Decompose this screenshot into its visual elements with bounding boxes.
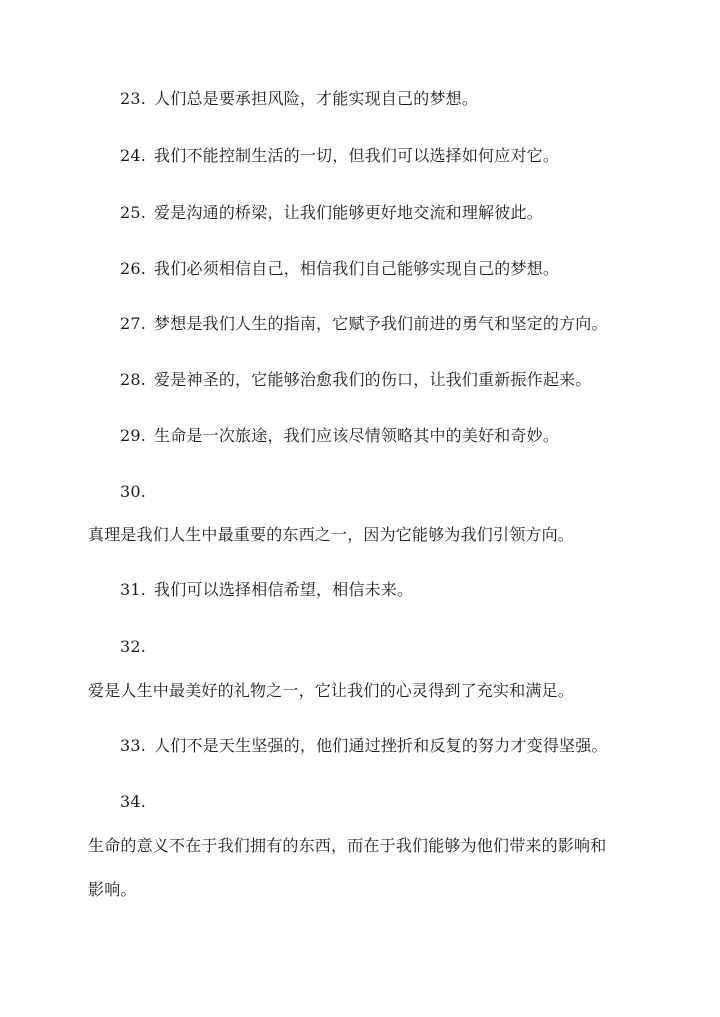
item-text: 人们不是天生坚强的，他们通过挫折和反复的努力才变得坚强。 [154,736,608,755]
item-number: 32. [120,637,147,656]
item-text: 爱是人生中最美好的礼物之一，它让我们的心灵得到了充实和满足。 [88,681,575,700]
list-item [120,202,543,224]
list-item [120,425,559,447]
list-item [120,258,559,280]
item-text: 梦想是我们人生的指南，它赋予我们前进的勇气和坚定的方向。 [154,314,608,333]
item-text: 我们不能控制生活的一切，但我们可以选择如何应对它。 [154,146,560,165]
item-number: 25. [120,203,147,222]
item-number: 23. [120,89,147,108]
item-number: 27. [120,314,147,333]
item-number: 30. [120,482,147,501]
item-text: 真理是我们人生中最重要的东西之一，因为它能够为我们引领方向。 [88,525,575,544]
item-text: 爱是沟通的桥梁，让我们能够更好地交流和理解彼此。 [154,203,543,222]
item-text: 我们可以选择相信希望，相信未来。 [154,580,414,599]
list-item [120,88,478,110]
item-text: 爱是神圣的，它能够治愈我们的伤口，让我们重新振作起来。 [154,370,592,389]
list-item [120,579,413,601]
item-number: 26. [120,259,147,278]
item-text: 生命的意义不在于我们拥有的东西，而在于我们能够为他们带来的影响和 [88,836,607,855]
item-text: 人们总是要承担风险，才能实现自己的梦想。 [154,89,479,108]
item-number: 28. [120,370,147,389]
list-item [120,735,608,757]
item-number: 24. [120,146,147,165]
list-item [120,145,559,167]
list-item [120,369,591,391]
item-number: 33. [120,736,147,755]
item-text-continued: 影响。 [88,880,137,899]
item-text: 我们必须相信自己，相信我们自己能够实现自己的梦想。 [154,259,560,278]
item-number: 31. [120,580,147,599]
item-number: 29. [120,426,147,445]
item-number: 34. [120,792,147,811]
list-item [120,313,608,335]
item-text: 生命是一次旅途，我们应该尽情领略其中的美好和奇妙。 [154,426,560,445]
